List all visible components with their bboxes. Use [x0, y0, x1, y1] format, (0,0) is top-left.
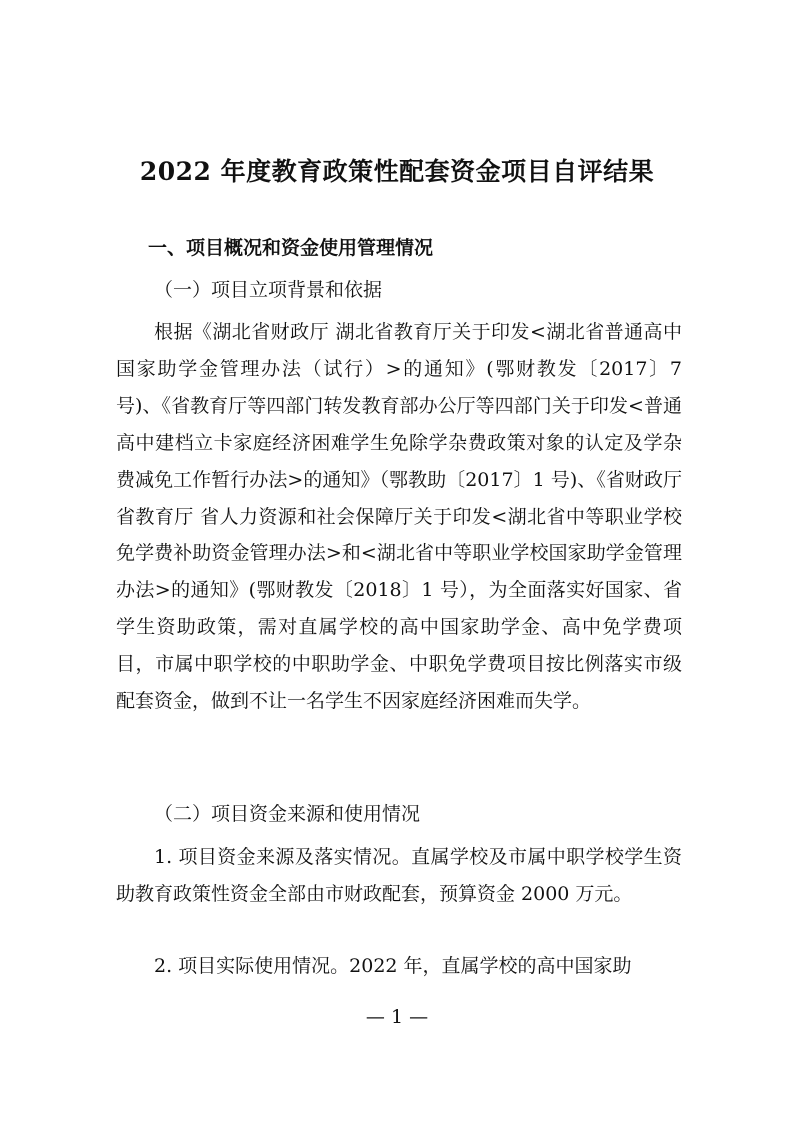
document-title: 2022 年度教育政策性配套资金项目自评结果 — [139, 157, 655, 186]
page-number: — 1 — — [365, 1006, 429, 1028]
section-heading-1: 一、项目概况和资金使用管理情况 — [148, 237, 434, 259]
subsection-heading-2: （二）项目资金来源和使用情况 — [154, 803, 421, 825]
paragraph-funding-source: 1. 项目资金来源及落实情况。直属学校及市属中职学校学生资助教育政策性资金全部由市财政配套，预算资金 2000 万元。 — [116, 846, 682, 905]
subsection-heading-1: （一）项目立项背景和依据 — [154, 279, 383, 301]
paragraph-actual-usage: 2. 项目实际使用情况。2022 年，直属学校的高中国家助 — [154, 955, 632, 977]
paragraph-background-basis: 根据《湖北省财政厅 湖北省教育厅关于印发<湖北省普通高中国家助学金管理办法（试行）>的通知》(鄂财教发〔2017〕7 号)、《省教育厅等四部门转发教育部办公厅等四部门关于印发<普通高中建档立卡家庭经济困难学生免除学杂费政策对象的认定及学杂费减免工作暂行办法>的通知》（鄂教助〔2017〕1 号)、《省财政厅 省教育厅 省人力资源和社会保障厅关于印发<湖北省中等职业学校免学费补助资金管理办法>和<湖北省中等职业学校国家助学金管理办法>的通知》(鄂财教发〔2018〕1 号），为全面落实好国家、省学生资助政策，需对直属学校的高中国家助学金、高中免学费项目，市属中职学校的中职助学金、中职免学费项目按比例落实市级配套资金，做到不让一名学生不因家庭经济困难而失学。 — [116, 321, 682, 713]
